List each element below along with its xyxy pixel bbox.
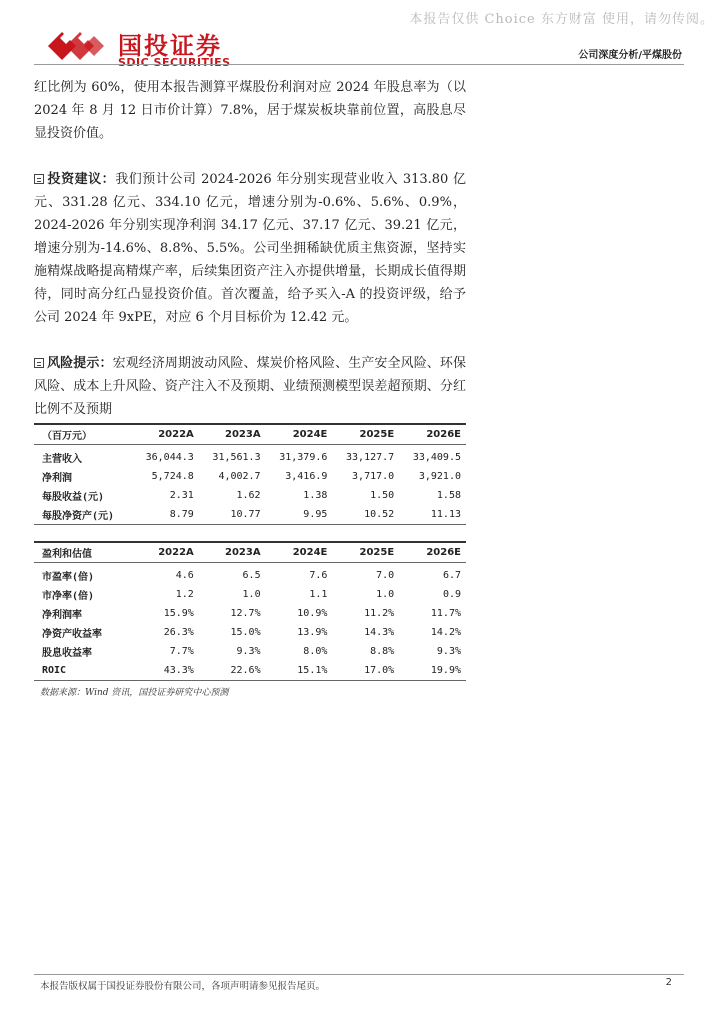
intro-paragraph: 红比例为 60%，使用本报告测算平煤股份利润对应 2024 年股息率为（以 2024 年 8 月 12 日市价计算）7.8%，居于煤炭板块靠前位置，高股息尽显投资价值。 bbox=[34, 80, 466, 141]
table-cell: 31,379.6 bbox=[279, 452, 328, 463]
row-label: 市净率(倍) bbox=[42, 591, 95, 602]
table-cell: 3,921.0 bbox=[418, 471, 461, 482]
table-row bbox=[34, 505, 466, 525]
table-cell: 17.0% bbox=[332, 661, 399, 681]
valuation-table bbox=[34, 541, 466, 681]
table-cell: 1.38 bbox=[303, 490, 328, 501]
financial-summary-table bbox=[34, 423, 466, 525]
row-label: 净资产收益率 bbox=[42, 629, 102, 640]
risk-paragraph bbox=[34, 352, 466, 421]
table-cell: 12.7% bbox=[230, 608, 261, 619]
risk-text: 宏观经济周期波动风险、煤炭价格风险、生产安全风险、环保风险、成本上升风险、资产注入不及预期、业绩预测模型误差超预期、分红比例不及预期 bbox=[34, 356, 466, 417]
table-header-cell: 2026E bbox=[399, 542, 466, 563]
table-cell: 5,724.8 bbox=[151, 471, 194, 482]
table-cell: 6.5 bbox=[242, 570, 261, 581]
report-category: 公司深度分析/平煤股份 bbox=[578, 50, 682, 61]
table-cell: 3,416.9 bbox=[285, 471, 328, 482]
row-label: 股息收益率 bbox=[42, 648, 92, 659]
table-cell: 19.9% bbox=[399, 661, 466, 681]
table-cell: 6.7 bbox=[442, 570, 461, 581]
table-header-cell: （百万元） bbox=[34, 424, 132, 445]
header-divider bbox=[34, 64, 684, 65]
table-row bbox=[34, 486, 466, 505]
table-cell: 31,561.3 bbox=[212, 452, 261, 463]
section-marker-icon bbox=[34, 174, 44, 184]
table-cell: 1.1 bbox=[309, 589, 328, 600]
table-header-cell: 2025E bbox=[332, 542, 399, 563]
investment-advice-text: 我们预计公司 2024-2026 年分别实现营业收入 313.80 亿元、331.28 亿元、334.10 亿元，增速分别为-0.6%、5.6%、0.9%，2024-2026 年分别实现净利润 34.17 亿元、37.17 亿元、39.21 亿元，增速分别为-14.6%、8.8%、5.5%。公司坐拥稀缺优质主焦资源，坚持实施精煤战略提高精煤产率，后续集团资产注入亦提供增量，长期成长值得期待，同时高分红凸显投资价值。首次覆盖，给予买入-A 的投资评级，给予公司 2024 年 9xPE，对应 6 个月目标价为 12.42 元。 bbox=[34, 172, 466, 325]
section-marker-icon bbox=[34, 358, 44, 368]
table-cell: 1.0 bbox=[376, 589, 395, 600]
table-cell: 10.77 bbox=[199, 505, 266, 525]
table-row bbox=[34, 467, 466, 486]
table-header-cell: 2022A bbox=[132, 542, 199, 563]
watermark: 本报告仅供 Choice 东方财富 使用，请勿传阅。 bbox=[409, 12, 714, 27]
table-cell: 4,002.7 bbox=[218, 471, 261, 482]
table-header-cell: 2024E bbox=[266, 424, 333, 445]
table-row bbox=[34, 642, 466, 661]
row-label: 市盈率(倍) bbox=[42, 572, 95, 583]
table-row bbox=[34, 585, 466, 604]
table-cell: 43.3% bbox=[132, 661, 199, 681]
investment-advice-label: 投资建议： bbox=[47, 172, 116, 187]
table-row bbox=[34, 445, 466, 468]
row-label: 每股收益(元) bbox=[42, 492, 105, 503]
table-cell: 0.9 bbox=[442, 589, 461, 600]
table-cell: 13.9% bbox=[297, 627, 328, 638]
page-number: 2 bbox=[665, 977, 672, 988]
table-cell: 14.2% bbox=[430, 627, 461, 638]
copyright-notice: 本报告版权属于国投证券股份有限公司，各项声明请参见报告尾页。 bbox=[40, 981, 326, 992]
risk-label: 风险提示： bbox=[47, 356, 113, 371]
table-row bbox=[34, 563, 466, 586]
table-cell: 9.3% bbox=[436, 646, 461, 657]
table-cell: 8.8% bbox=[370, 646, 395, 657]
table-cell: 8.79 bbox=[132, 505, 199, 525]
table-header-cell: 2026E bbox=[399, 424, 466, 445]
table-cell: 14.3% bbox=[364, 627, 395, 638]
row-label: ROIC bbox=[34, 661, 132, 681]
table-cell: 10.9% bbox=[297, 608, 328, 619]
table-cell: 1.58 bbox=[436, 490, 461, 501]
row-label: 净利润率 bbox=[42, 610, 82, 621]
logo-diamond-icon bbox=[40, 24, 112, 68]
table-cell: 1.0 bbox=[242, 589, 261, 600]
table-cell: 15.0% bbox=[230, 627, 261, 638]
table-header-cell: 2024E bbox=[266, 542, 333, 563]
table-header-cell: 2023A bbox=[199, 424, 266, 445]
table-cell: 22.6% bbox=[199, 661, 266, 681]
logo-text-en: SDIC SECURITIES bbox=[118, 56, 231, 69]
row-label: 主营收入 bbox=[42, 454, 82, 465]
table-header-row bbox=[34, 424, 466, 445]
table-cell: 11.2% bbox=[364, 608, 395, 619]
table-header-cell: 盈利和估值 bbox=[34, 542, 132, 563]
table-cell: 2.31 bbox=[169, 490, 194, 501]
row-label: 净利润 bbox=[42, 473, 72, 484]
table-cell: 1.50 bbox=[370, 490, 395, 501]
table-cell: 7.6 bbox=[309, 570, 328, 581]
table-header-row bbox=[34, 542, 466, 563]
table-header-cell: 2023A bbox=[199, 542, 266, 563]
table-row bbox=[34, 623, 466, 642]
table-cell: 15.1% bbox=[266, 661, 333, 681]
table-cell: 7.7% bbox=[169, 646, 194, 657]
table-cell: 36,044.3 bbox=[145, 452, 194, 463]
table-cell: 26.3% bbox=[163, 627, 194, 638]
table-header-cell: 2025E bbox=[332, 424, 399, 445]
table-cell: 33,127.7 bbox=[346, 452, 395, 463]
table-cell: 4.6 bbox=[175, 570, 194, 581]
table-cell: 11.7% bbox=[430, 608, 461, 619]
table-header-cell: 2022A bbox=[132, 424, 199, 445]
table-cell: 15.9% bbox=[163, 608, 194, 619]
table-cell: 3,717.0 bbox=[352, 471, 395, 482]
table-cell: 33,409.5 bbox=[412, 452, 461, 463]
table-cell: 7.0 bbox=[376, 570, 395, 581]
data-source-note: 数据来源：Wind 资讯，国投证券研究中心预测 bbox=[40, 688, 229, 698]
table-cell: 1.62 bbox=[236, 490, 261, 501]
table-cell: 9.3% bbox=[236, 646, 261, 657]
table-cell: 11.13 bbox=[399, 505, 466, 525]
investment-advice-paragraph bbox=[34, 168, 466, 329]
table-row bbox=[34, 661, 466, 681]
footer-divider bbox=[34, 974, 684, 975]
table-cell: 8.0% bbox=[303, 646, 328, 657]
logo-text-cn: 国投证券 bbox=[118, 32, 222, 60]
table-cell: 9.95 bbox=[266, 505, 333, 525]
row-label: 每股净资产(元) bbox=[34, 505, 132, 525]
table-cell: 10.52 bbox=[332, 505, 399, 525]
table-cell: 1.2 bbox=[175, 589, 194, 600]
table-row bbox=[34, 604, 466, 623]
